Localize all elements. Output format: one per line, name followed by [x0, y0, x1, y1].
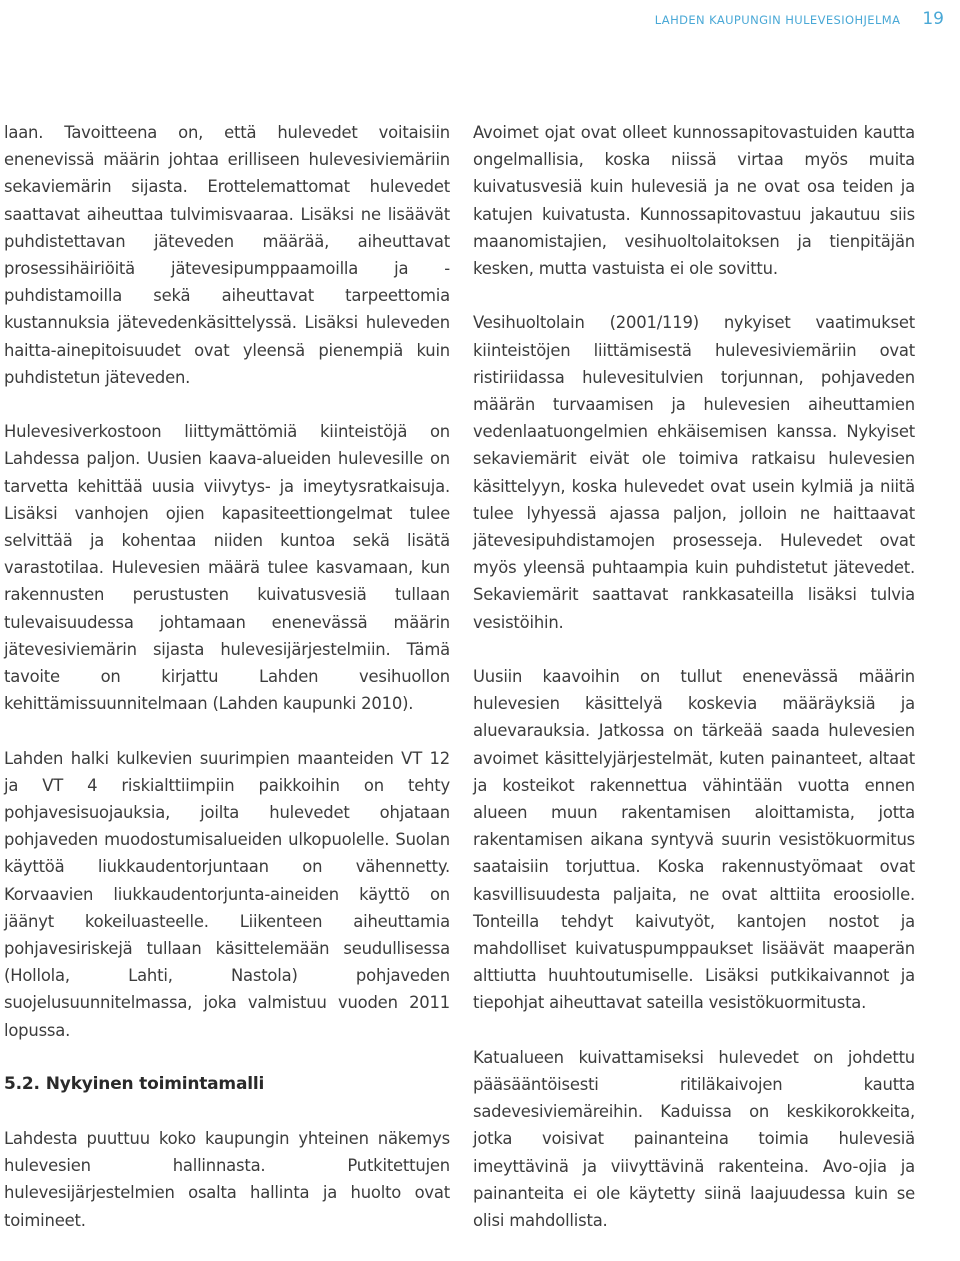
body-paragraph: Katualueen kuivattamiseksi hulevedet on johdettu pääsääntöisesti ritiläkaivojen kautta sadevesiviemäreihin. Kaduissa on keskikorokkeita, jotka voisivat painanteina toimia hulevesiä imeyttävinä ja viivyttävinä rakenteina. Avo-ojia ja painanteita ei ole käytetty siinä laajuudessa kuin se olisi mahdollista. [473, 1047, 915, 1231]
section-number: 5.2. [4, 1074, 40, 1095]
page-number: 19 [922, 9, 944, 29]
body-paragraph: Lahden halki kulkevien suurimpien maanteiden VT 12 ja VT 4 riskialttiimpiin paikkoihin on tehty pohjavesisuojauksia, joilta hulevedet ohjataan pohjaveden muodostumisalueiden ulkopuolelle. Suolan käyttöä liukkaudentorjuntaan on vähennetty. Korvaavien liukkaudentorjunta-aineiden käyttö on jäänyt kokeiluasteelle. Liikenteen aiheuttamia pohjavesiriskejä tullaan käsittelemään seudullisessa (Hollola, Lahti, Nastola) pohjaveden suojelusuunnitelmassa, joka valmistuu vuoden 2011 lopussa. [4, 748, 450, 1040]
left-column [4, 119, 450, 1261]
body-paragraph: laan. Tavoitteena on, että hulevedet voitaisiin enenevissä määrin johtaa erilliseen hulevesiviemäriin sekaviemärin sijasta. Erottelemattomat hulevedet saattavat aiheuttaa tulvimisvaaraa. Lisäksi ne lisäävät puhdistettavan jäteveden määrää, aiheuttavat prosessihäiriöitä jätevesipumppaamoilla ja -puhdistamoilla sekä aiheuttavat tarpeettomia kustannuksia jätevedenkäsittelyssä. Lisäksi huleveden haitta-ainepitoisuudet ovat yleensä pienempiä kuin puhdistetun jäteveden. [4, 123, 450, 387]
body-paragraph: Lahdesta puuttuu koko kaupungin yhteinen näkemys hulevesien hallinnasta. Putkitettujen hulevesijärjestelmien osalta hallinta ja huolto ovat toimineet. [4, 1129, 450, 1230]
right-column [473, 119, 915, 1261]
section-heading [4, 1071, 450, 1098]
body-paragraph: Avoimet ojat ovat olleet kunnossapitovastuiden kautta ongelmallisia, koska niissä virtaa myös muita kuivatusvesiä kuin hulevesiä ja ne ovat osa teiden ja katujen kuivatusta. Kunnossapitovastuu jakautuu siis maanomistajien, vesihuoltolaitoksen ja tienpitäjän kesken, mutta vastuista ei ole sovittu. [473, 123, 915, 279]
body-paragraph: Hulevesiverkostoon liittymättömiä kiinteistöjä on Lahdessa paljon. Uusien kaava-alueiden hulevesille on tarvetta kehittää uusia viivytys- ja imeytysratkaisuja. Lisäksi vanhojen ojien kapasiteettiongelmat tulee selvittää ja kohentaa niiden kuntoa sekä lisätä varastotilaa. Hulevesien määrä tulee kasvamaan, kun rakennusten perustusten kuivatusvesiä tullaan tulevaisuudessa johtamaan enenevässä määrin jätevesiviemärin sijasta hulevesijärjestelmiin. Tämä tavoite on kirjattu Lahden vesihuollon kehittämissuunnitelmaan (Lahden kaupunki 2010). [4, 422, 450, 714]
body-paragraph: Uusiin kaavoihin on tullut enenevässä määrin hulevesien käsittelyä koskevia määräyksiä ja aluevarauksia. Jatkossa on tärkeää saada hulevesien avoimet käsittelyjärjestelmät, kuten painanteet, altaat ja kosteikot rakennettua vähintään vuotta ennen alueen muun rakentamisen aloittamista, jotta rakentamisen aikana syntyvä suurin vesistökuormitus saataisiin torjuttua. Koska rakennustyömaat ovat kasvillisuudesta paljaita, ne ovat alttiita eroosiolle. Tonteilla tehdyt kaivutyöt, kantojen nostot ja mahdolliset kuivatuspumppaukset lisäävät maaperän alttiutta huuhtoutumiselle. Lisäksi putkikaivannot ja tiepohjat aiheuttavat sateilla vesistökuormitusta. [473, 667, 915, 1013]
running-title: LAHDEN KAUPUNGIN HULEVESIOHJELMA [654, 13, 901, 27]
section-title: Nykyinen toimintamalli [45, 1074, 265, 1095]
running-head [655, 9, 944, 29]
body-paragraph: Vesihuoltolain (2001/119) nykyiset vaatimukset kiinteistöjen liittämisestä hulevesiviemäriin ovat ristiriidassa hulevesitulvien torjunnan, pohjaveden määrän turvaamisen ja hulevesien aiheuttamien vedenlaatuongelmien ehkäisemisen kanssa. Nykyiset sekaviemärit eivät ole toimiva ratkaisu hulevesien käsittelyyn, koska hulevedet ovat usein kylmiä ja niitä tulee lyhyessä ajassa paljon, jolloin ne haittaavat jätevesipuhdistamojen prosesseja. Hulevedet ovat myös yleensä puhtaampia kuin puhdistetut jätevedet. Sekaviemärit saattavat rankkasateilla lisäksi tulvia vesistöihin. [473, 313, 915, 632]
